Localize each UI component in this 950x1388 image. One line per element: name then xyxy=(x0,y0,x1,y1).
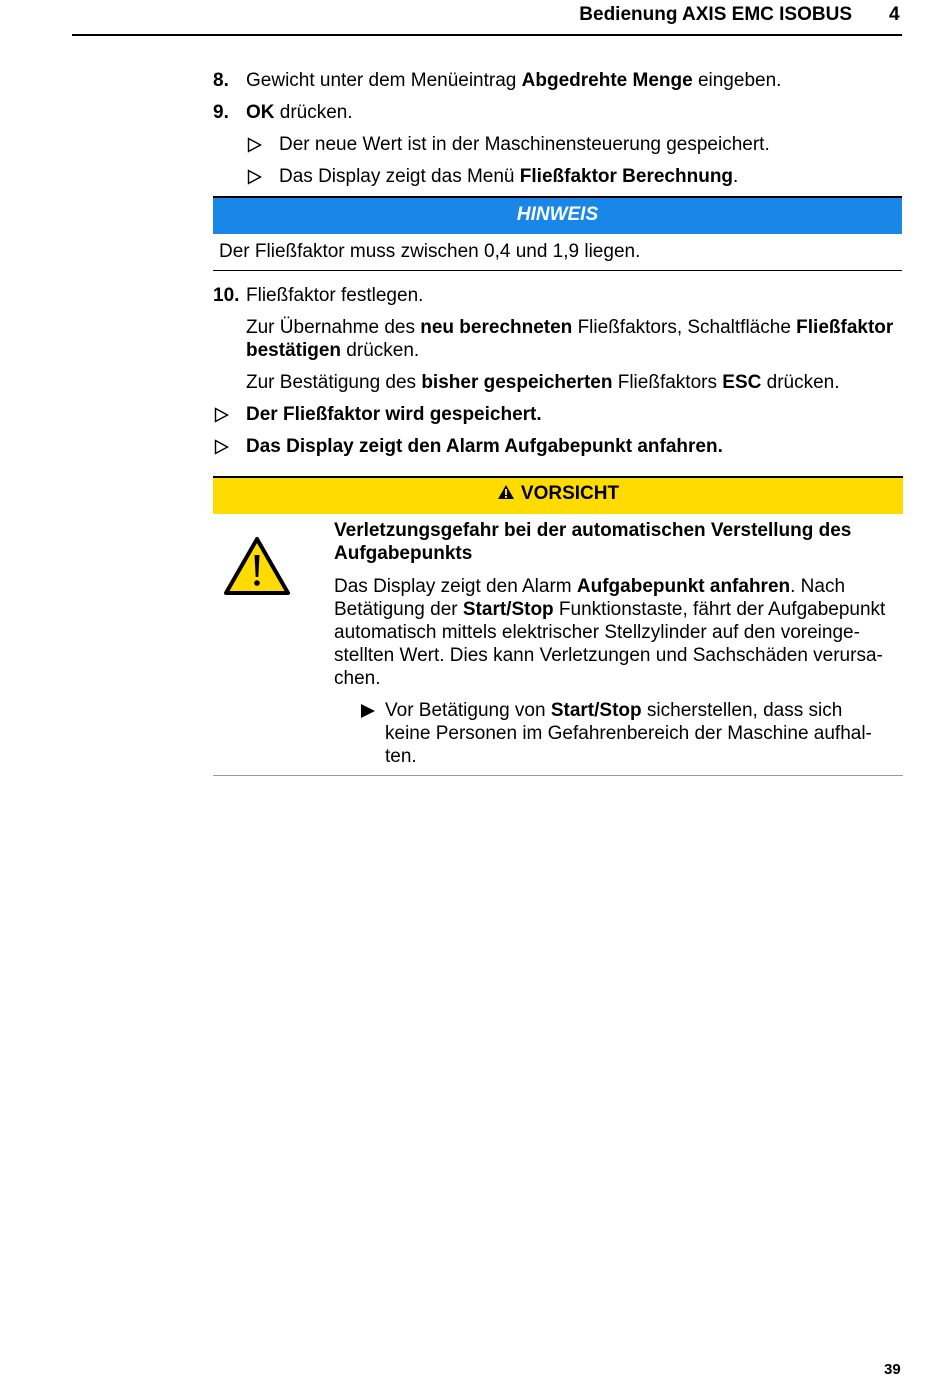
step-text: Fließfaktor festlegen. xyxy=(246,285,424,306)
vorsicht-heading-line2: Aufgabepunkts xyxy=(334,543,473,564)
step-10 xyxy=(213,284,424,308)
header-rule xyxy=(72,34,902,36)
step-10-para1-line2: bestätigen drücken. xyxy=(246,340,420,361)
page-number: 39 xyxy=(884,1361,901,1378)
step-10-para1-line1: Zur Übernahme des neu berechneten Fließfaktors, Schaltfläche Fließfaktor xyxy=(246,317,894,338)
action-line: keine Personen im Gefahrenbereich der Maschine aufhal- xyxy=(385,723,872,744)
warning-small-icon xyxy=(497,484,515,500)
result-triangle-icon xyxy=(214,407,229,423)
hinweis-text: Der Fließfaktor muss zwischen 0,4 und 1,9 liegen. xyxy=(219,241,641,262)
hinweis-top-rule xyxy=(213,196,902,198)
chapter-number: 4 xyxy=(889,4,900,25)
vorsicht-body-line: automatisch mittels elektrischer Stellzylinder auf den voreinge- xyxy=(334,622,860,643)
step-number: 8. xyxy=(213,70,229,91)
vorsicht-heading-line1: Verletzungsgefahr bei der automatischen Verstellung des xyxy=(334,520,852,541)
result-triangle-icon xyxy=(214,439,229,455)
vorsicht-bottom-rule xyxy=(213,775,903,776)
step-number: 9. xyxy=(213,102,229,123)
result-triangle-icon xyxy=(247,169,262,185)
vorsicht-body-line: Das Display zeigt den Alarm Aufgabepunkt anfahren. Nach xyxy=(334,576,846,597)
warning-triangle-icon xyxy=(222,535,292,602)
step-number: 10. xyxy=(213,285,240,306)
action-line: ten. xyxy=(385,746,417,767)
vorsicht-body-line: chen. xyxy=(334,668,381,689)
step-text: OK drücken. xyxy=(246,102,353,123)
vorsicht-body-line: Betätigung der Start/Stop Funktionstaste, fährt der Aufgabepunkt xyxy=(334,599,886,620)
step-text: Gewicht unter dem Menüeintrag Abgedrehte Menge eingeben. xyxy=(246,70,782,91)
hinweis-bottom-rule xyxy=(213,270,902,271)
step-9 xyxy=(213,101,353,125)
action-line: Vor Betätigung von Start/Stop sicherstellen, dass sich xyxy=(385,700,843,721)
vorsicht-body-line: stellten Wert. Dies kann Verletzungen und Sachschäden verursa- xyxy=(334,645,883,666)
step-10-para2: Zur Bestätigung des bisher gespeicherten Fließfaktors ESC drücken. xyxy=(246,372,840,393)
step-8 xyxy=(213,69,782,93)
result-triangle-icon xyxy=(247,137,262,153)
header-title: Bedienung AXIS EMC ISOBUS xyxy=(579,4,852,25)
action-arrow-icon xyxy=(360,703,376,724)
vorsicht-label: VORSICHT xyxy=(213,483,903,505)
hinweis-label: HINWEIS xyxy=(516,204,599,225)
